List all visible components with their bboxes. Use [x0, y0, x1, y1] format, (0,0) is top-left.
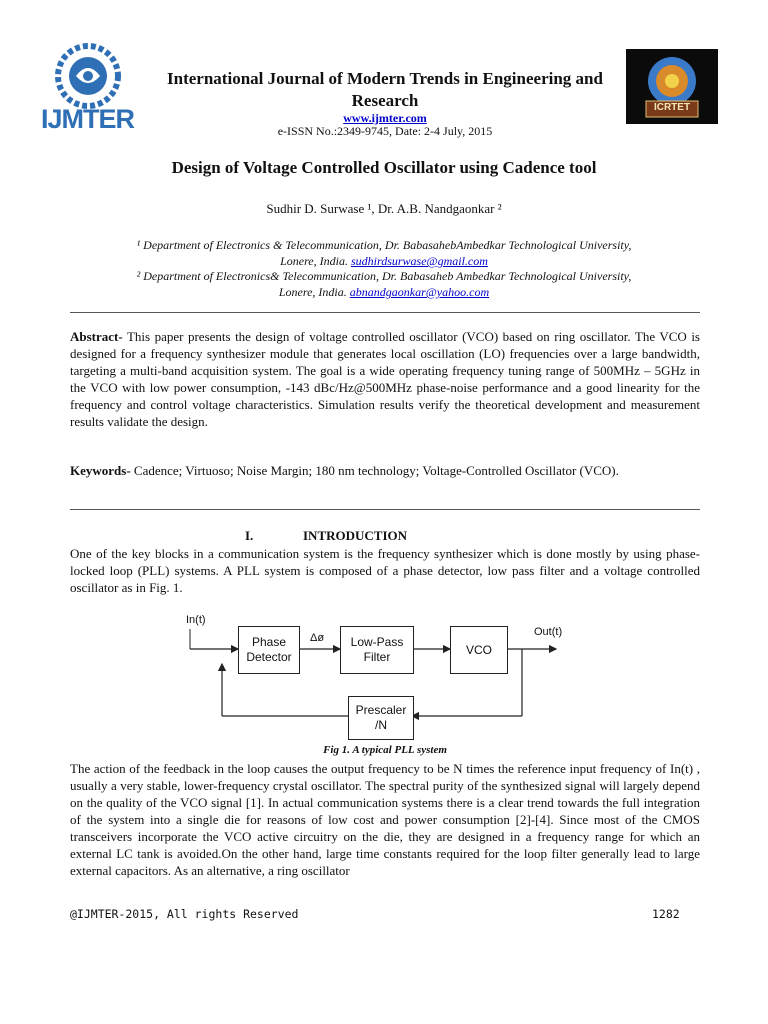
output-label: Out(t)	[534, 626, 563, 638]
abstract-text: This paper presents the design of voltage controlled oscillator (VCO) based on ring oscillator. The VCO is designed for a frequency synthesizer module that generates local oscillation (LO) frequencies over a large bandwidth, targeting a multi-band acquisition system. The goal is a wide operating frequency tuning range of 500MHz – 5GHz in the VCO with low power consumption, -143 dBc/Hz@500MHz phase-noise performance and a good linearity for the frequency and control voltage characteristics. Simulation results verify the theoretical development and measurement results validate the design.	[70, 329, 700, 429]
journal-logo	[40, 38, 135, 138]
abstract-label: Abstract-	[70, 329, 123, 344]
input-label: In(t)	[186, 614, 206, 626]
abstract	[70, 328, 700, 430]
email-2-link[interactable]: abnandgaonkar@yahoo.com	[349, 285, 490, 299]
divider-bottom	[70, 509, 700, 510]
journal-title: International Journal of Modern Trends in Engineering and Research	[167, 69, 603, 110]
issn-date: e-ISSN No.:2349-9745, Date: 2-4 July, 2015	[277, 124, 493, 138]
pll-block-diagram	[180, 612, 570, 742]
figure-caption: Fig 1. A typical PLL system	[323, 744, 447, 756]
keywords-label: Keywords-	[70, 463, 131, 478]
affiliation-2-text: ² Department of Electronics& Telecommunication, Dr. Babasaheb Ambedkar Technological University, Lonere, India.	[136, 269, 632, 299]
page-number: 1282	[652, 907, 680, 921]
vco-block: VCO	[450, 626, 508, 674]
email-1-link[interactable]: sudhirdsurwase@gmail.com	[350, 254, 488, 268]
prescaler-block: Prescaler /N	[348, 696, 414, 740]
footer-copyright: @IJMTER-2015, All rights Reserved	[70, 907, 299, 921]
divider-top	[70, 312, 700, 313]
logo-text: IJMTER	[40, 104, 134, 134]
section-heading	[245, 528, 407, 544]
phase-detector-block: Phase Detector	[238, 626, 300, 674]
keywords-text: Cadence; Virtuoso; Noise Margin; 180 nm technology; Voltage-Controlled Oscillator (VCO).	[130, 463, 619, 478]
affiliation-2	[130, 268, 638, 300]
conference-badge	[626, 49, 718, 124]
section-number: I.	[245, 528, 254, 543]
section-title: INTRODUCTION	[303, 528, 408, 543]
intro-paragraph: One of the key blocks in a communication system is the frequency synthesizer which is done mostly by using phase-locked loop (PLL) systems. A PLL system is composed of a phase detector, low pass filter and a voltage controlled oscillator as in Fig. 1.	[70, 546, 700, 595]
affiliation-1	[130, 237, 638, 269]
delta-phi-label: Δø	[310, 632, 325, 644]
body-paragraph: The action of the feedback in the loop causes the output frequency to be N times the reference input frequency of In(t) , usually a very stable, lower-frequency crystal oscillator. The spectral purity of the synthesized signal will largely depend on the quality of the VCO signal [1]. In actual communication systems there is a clear trend towards the full integration of the system into a single die for reasons of low cost and power consumption [2]-[4]. Since most of the CMOS transceivers incorporate the VCO active circuitry on the die, they are designed in a frequency range for which an external LC tank is avoided.On the other hand, large time constants required for the loop filter generally lead to large external capacitors. As an alternative, a ring oscillator	[70, 761, 700, 878]
badge-text: ICRTET	[653, 102, 691, 113]
keywords	[70, 462, 700, 479]
paper-title: Design of Voltage Controlled Oscillator using Cadence tool	[171, 158, 597, 177]
affiliation-1-text: ¹ Department of Electronics & Telecommunication, Dr. BabasahebAmbedkar Technological University, Lonere, India.	[136, 238, 632, 268]
low-pass-filter-block: Low-Pass Filter	[340, 626, 414, 674]
authors: Sudhir D. Surwase ¹, Dr. A.B. Nandgaonkar ²	[266, 201, 502, 216]
journal-url-link[interactable]: www.ijmter.com	[343, 111, 427, 125]
